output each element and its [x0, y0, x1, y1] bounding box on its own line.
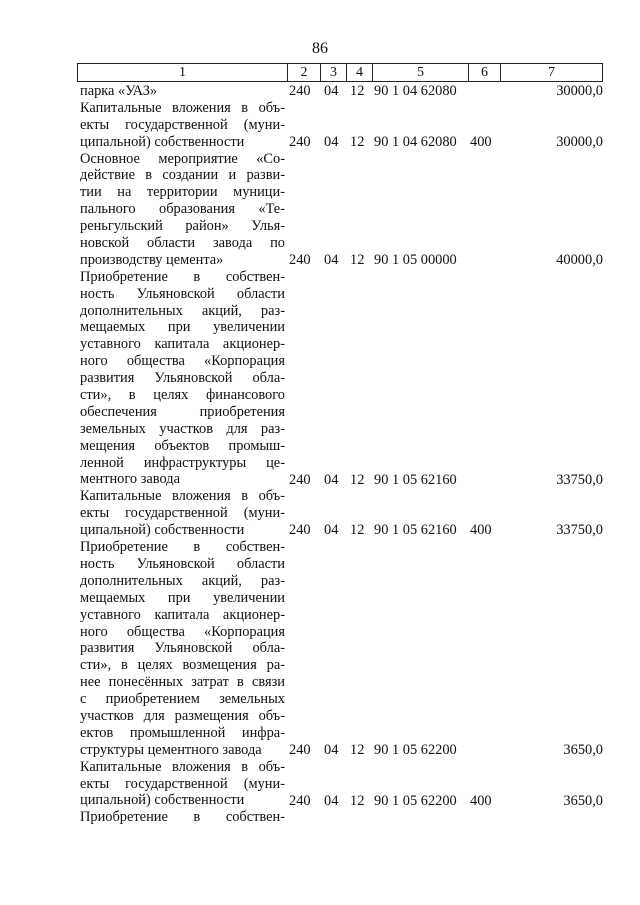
text-line: екты государственной (муни-: [80, 116, 285, 133]
target-article-code: 90 1 04 62080: [374, 83, 457, 99]
target-article-code: 90 1 05 62200: [374, 742, 457, 759]
subsection-code: 04: [324, 252, 339, 268]
header-col-2: 2: [287, 64, 320, 81]
text-line: пального образования «Те-: [80, 201, 285, 218]
header-col-3: 3: [320, 64, 346, 81]
subsection-code: 04: [324, 792, 339, 809]
amount-value: 30000,0: [556, 83, 603, 99]
subitem-code: 12: [350, 792, 365, 809]
subitem-code: 12: [350, 742, 365, 759]
amount-value: 3650,0: [563, 742, 603, 759]
text-line: реньгульский район» Улья-: [80, 218, 285, 235]
expense-type-code: 400: [470, 522, 492, 539]
text-line: ципальной) собственности: [80, 522, 245, 539]
subsection-code: 04: [324, 522, 339, 539]
description-column: [80, 83, 285, 826]
target-article-code: 90 1 05 62200: [374, 792, 457, 809]
page-number: 86: [312, 40, 328, 57]
text-line: участков для размещения объ-: [80, 707, 285, 724]
amount-value: 33750,0: [556, 471, 603, 488]
subitem-code: 12: [350, 133, 365, 150]
text-line: Основное мероприятие «Со-: [80, 150, 285, 167]
text-line: екты государственной (муни-: [80, 775, 285, 792]
text-line: мещаемых при увеличении: [80, 319, 285, 336]
text-line: структуры цементного завода: [80, 741, 262, 758]
subsection-code: 04: [324, 471, 339, 488]
subitem-code: 12: [350, 252, 365, 268]
section-code: 240: [289, 792, 311, 809]
text-line: ципальной) собственности: [80, 133, 245, 150]
text-line: Капитальные вложения в объ-: [80, 758, 285, 775]
text-line: уставного капитала акционер-: [80, 336, 285, 353]
text-line: Капитальные вложения в объ-: [80, 99, 285, 116]
header-col-5: 5: [372, 64, 468, 81]
target-article-code: 90 1 04 62080: [374, 133, 457, 150]
text-line: Приобретение в собствен-: [80, 268, 285, 285]
text-line: развития Ульяновской обла-: [80, 640, 285, 657]
header-col-7: 7: [500, 64, 602, 81]
text-line: Капитальные вложения в объ-: [80, 488, 285, 505]
text-line: производству цемента»: [80, 251, 224, 268]
section-code: 240: [289, 522, 311, 539]
text-line: уставного капитала акционер-: [80, 606, 285, 623]
text-line: ципальной) собственности: [80, 792, 245, 809]
text-line: ность Ульяновской области: [80, 285, 285, 302]
text-line: тии на территории муници-: [80, 184, 285, 201]
text-line: Приобретение в собствен-: [80, 539, 285, 556]
text-line: дополнительных акций, раз-: [80, 572, 285, 589]
subitem-code: 12: [350, 522, 365, 539]
amount-value: 33750,0: [556, 522, 603, 539]
text-line: ментного завода: [80, 471, 180, 488]
text-line: развития Ульяновской обла-: [80, 370, 285, 387]
section-code: 240: [289, 83, 311, 99]
amount-value: 40000,0: [556, 252, 603, 268]
section-code: 240: [289, 471, 311, 488]
header-col-1: 1: [179, 65, 186, 80]
expense-type-code: 400: [470, 792, 492, 809]
text-line: ного общества «Корпорация: [80, 353, 285, 370]
subsection-code: 04: [324, 742, 339, 759]
section-code: 240: [289, 742, 311, 759]
text-line: мещаемых при увеличении: [80, 589, 285, 606]
target-article-code: 90 1 05 00000: [374, 252, 457, 268]
text-line: Приобретение в собствен-: [80, 809, 285, 826]
section-code: 240: [289, 252, 311, 268]
text-line: мещения объектов промыш-: [80, 437, 285, 454]
target-article-code: 90 1 05 62160: [374, 471, 457, 488]
text-line: действие в создании и разви-: [80, 167, 285, 184]
header-col-6: 6: [468, 64, 500, 81]
text-line: нее понесённых затрат в связи: [80, 674, 285, 691]
text-line: ленной инфраструктуры це-: [80, 454, 285, 471]
text-line: новской области завода по: [80, 235, 285, 252]
text-line: сти», в целях возмещения ра-: [80, 657, 285, 674]
text-line: обеспечения приобретения: [80, 403, 285, 420]
text-line: с приобретением земельных: [80, 691, 285, 708]
subitem-code: 12: [350, 83, 365, 99]
expense-type-code: 400: [470, 133, 492, 150]
text-line: земельных участков для раз-: [80, 420, 285, 437]
subsection-code: 04: [324, 83, 339, 99]
header-col-4: 4: [346, 64, 372, 81]
amount-value: 30000,0: [556, 133, 603, 150]
text-line: екты государственной (муни-: [80, 505, 285, 522]
section-code: 240: [289, 133, 311, 150]
text-line: ность Ульяновской области: [80, 555, 285, 572]
subsection-code: 04: [324, 133, 339, 150]
text-line: сти», в целях финансового: [80, 387, 285, 404]
target-article-code: 90 1 05 62160: [374, 522, 457, 539]
text-line: ного общества «Корпорация: [80, 623, 285, 640]
subitem-code: 12: [350, 471, 365, 488]
table-header: [77, 63, 603, 82]
amount-value: 3650,0: [563, 792, 603, 809]
text-line: ектов промышленной инфра-: [80, 724, 285, 741]
text-line: дополнительных акций, раз-: [80, 302, 285, 319]
text-line: парка «УАЗ»: [80, 83, 158, 99]
